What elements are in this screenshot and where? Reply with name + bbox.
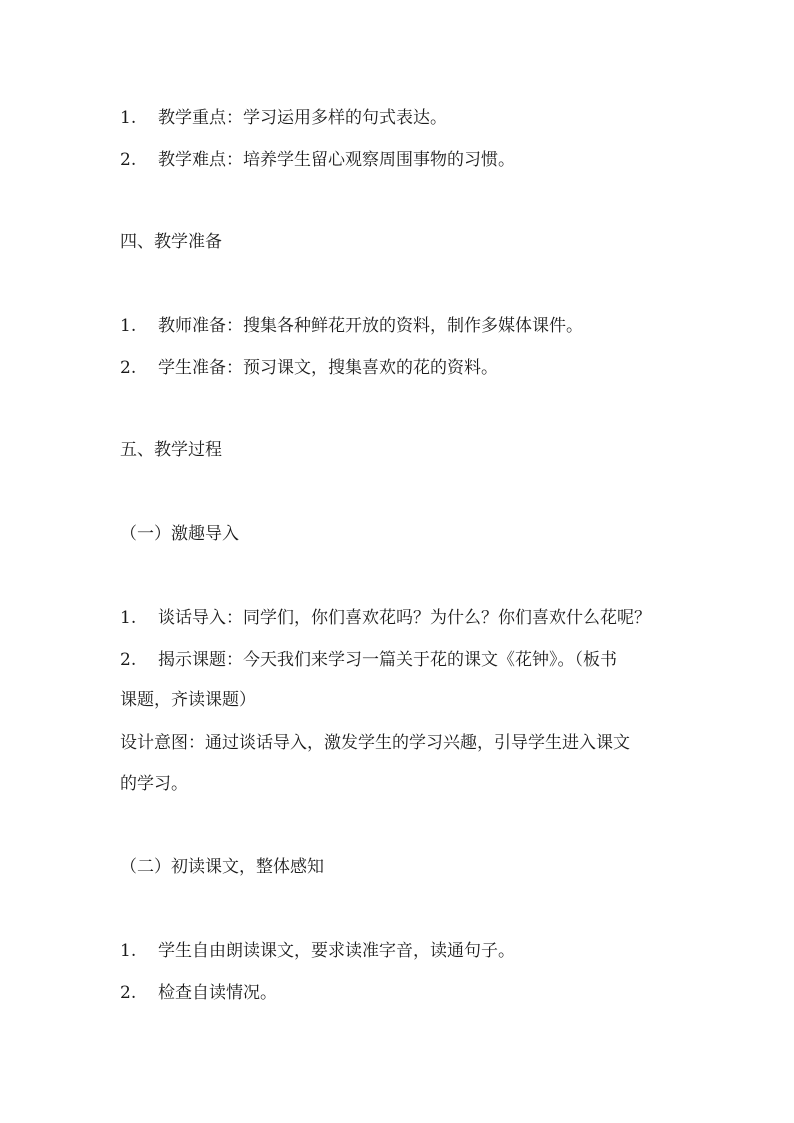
item-number: 1.	[120, 941, 137, 961]
item-number: 1.	[120, 608, 137, 628]
item-text: 教学难点：培养学生留心观察周围事物的习惯。	[158, 150, 515, 170]
design-intent-text: 的学习。	[120, 774, 188, 794]
list-item	[120, 606, 651, 630]
key-point-item	[120, 106, 447, 130]
item-number: 1.	[120, 316, 137, 336]
design-intent-text: 设计意图：通过谈话导入，激发学生的学习兴趣，引导学生进入课文	[120, 733, 630, 753]
item-text: 谈话导入：同学们，你们喜欢花吗？为什么？你们喜欢什么花呢？	[158, 608, 651, 628]
section-heading: 四、教学准备	[120, 232, 222, 252]
paragraph-continuation: 课题，齐读课题）	[120, 690, 256, 710]
subsection-heading: （一）激趣导入	[120, 524, 239, 544]
subsection-heading: （二）初读课文，整体感知	[120, 857, 324, 877]
item-number: 2.	[120, 650, 137, 670]
item-number: 1.	[120, 108, 137, 128]
section-heading: 五、教学过程	[120, 440, 222, 460]
item-number: 2.	[120, 983, 137, 1003]
list-item	[120, 939, 515, 963]
list-item	[120, 356, 498, 380]
item-text: 揭示课题：今天我们来学习一篇关于花的课文《花钟》。（板书	[158, 650, 617, 670]
list-item	[120, 314, 583, 338]
item-text: 学生自由朗读课文，要求读准字音，读通句子。	[158, 941, 515, 961]
item-text: 教学重点：学习运用多样的句式表达。	[158, 108, 447, 128]
item-text: 教师准备：搜集各种鲜花开放的资料，制作多媒体课件。	[158, 316, 583, 336]
key-point-item	[120, 148, 515, 172]
item-text: 检查自读情况。	[158, 983, 277, 1003]
item-number: 2.	[120, 358, 137, 378]
item-number: 2.	[120, 150, 137, 170]
list-item	[120, 981, 277, 1005]
item-text: 学生准备：预习课文，搜集喜欢的花的资料。	[158, 358, 498, 378]
list-item	[120, 648, 617, 672]
